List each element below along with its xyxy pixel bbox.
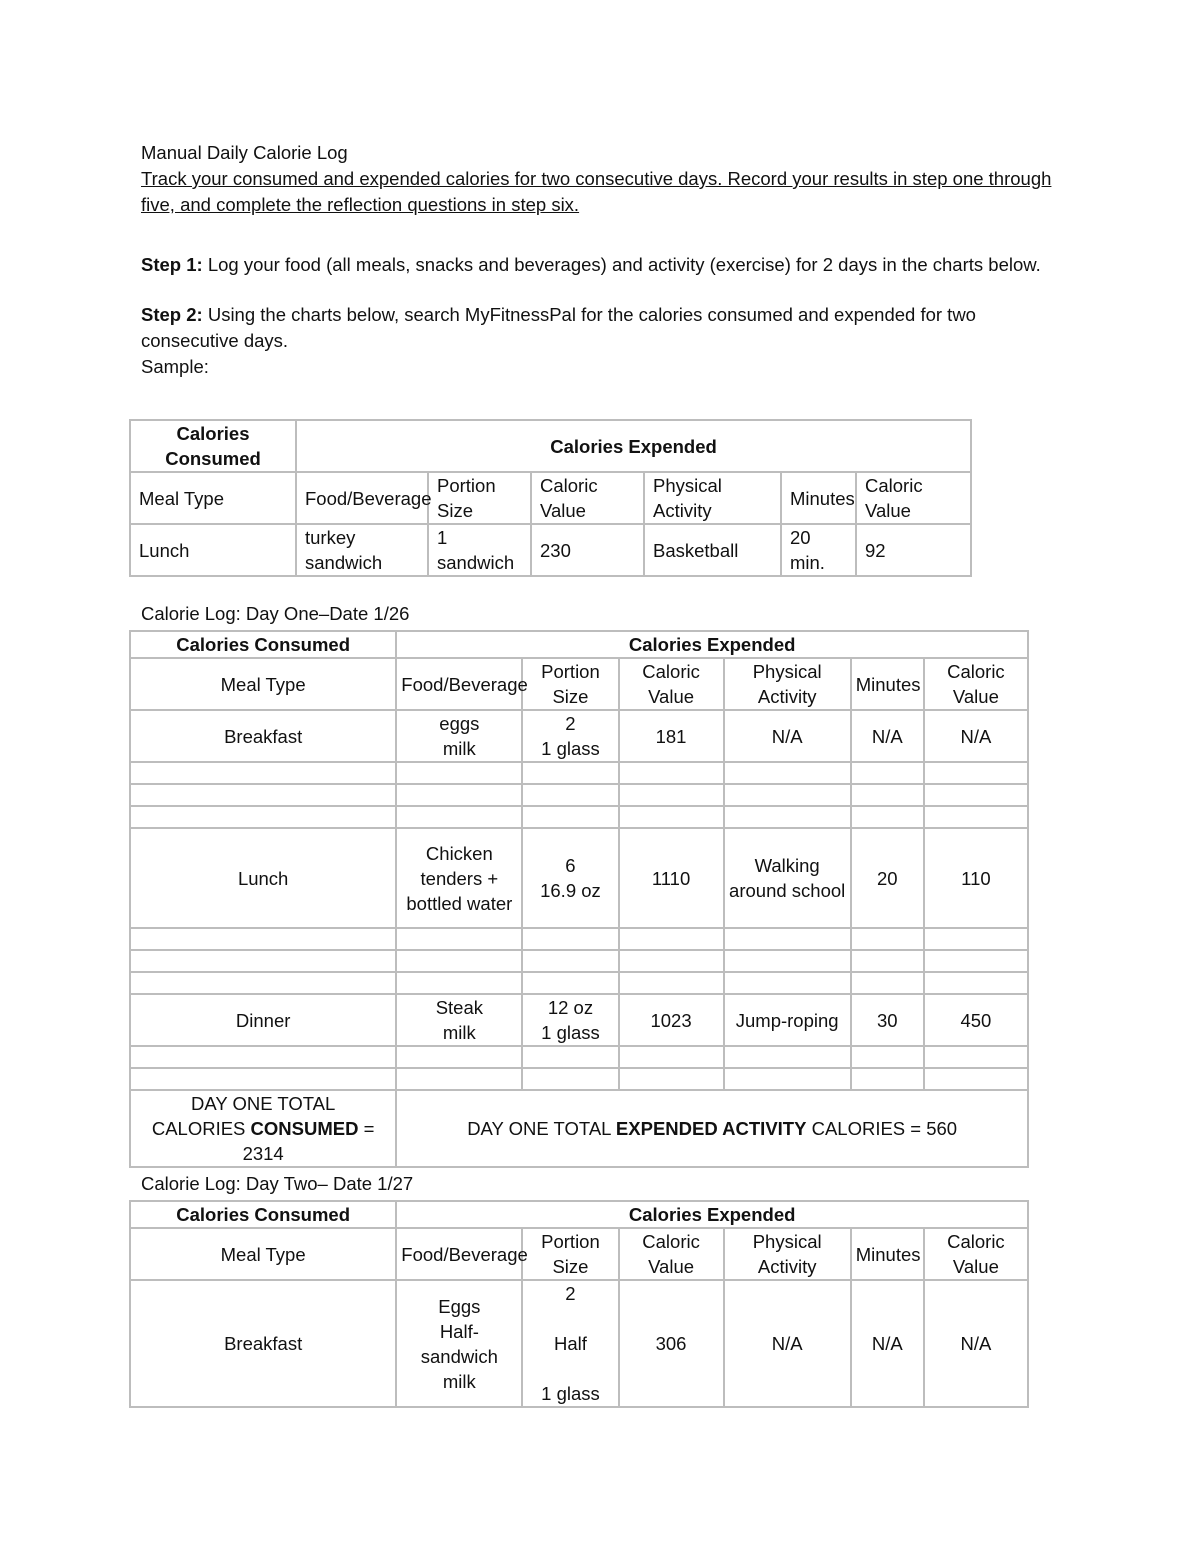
table-cell: 450 [924,994,1028,1046]
table-row [130,631,1028,658]
table-cell: Jump-roping [724,994,851,1046]
day-one-label: Calorie Log: Day One–Date 1/26 [141,603,410,624]
column-header: Food/Beverage [296,472,428,524]
sample-consumed-header: Calories Consumed [130,420,296,472]
table-row [130,1201,1028,1228]
table-row [130,828,1028,928]
table-row [130,1280,1028,1407]
day-one-total-consumed: DAY ONE TOTAL CALORIES CONSUMED = 2314 [130,1090,396,1167]
column-header: Meal Type [130,1228,396,1280]
table-cell: Lunch [130,524,296,576]
table-cell: N/A [851,1280,924,1407]
table-cell: eggs milk [396,710,522,762]
table-cell: Walking around school [724,828,851,928]
table-cell: 12 oz 1 glass [522,994,618,1046]
table-cell: turkey sandwich [296,524,428,576]
column-header: Caloric Value [856,472,971,524]
step-2-label: Step 2: [141,304,203,325]
consumed-header: Calories Consumed [130,631,396,658]
table-row [130,928,1028,950]
day-one-total-expended: DAY ONE TOTAL EXPENDED ACTIVITY CALORIES = 560 [396,1090,1028,1167]
table-row [130,806,1028,828]
table-cell: Breakfast [130,1280,396,1407]
day-one-table [129,630,1029,1168]
table-cell: Chicken tenders + bottled water [396,828,522,928]
column-header: Portion Size [522,1228,618,1280]
column-header: Caloric Value [924,1228,1028,1280]
table-cell: Eggs Half-sandwich milk [396,1280,522,1407]
table-row [130,1068,1028,1090]
day-two-table [129,1200,1029,1408]
table-row [130,784,1028,806]
column-header: Caloric Value [619,1228,724,1280]
column-header: Meal Type [130,472,296,524]
column-header: Meal Type [130,658,396,710]
table-cell: Dinner [130,994,396,1046]
table-cell: 1 sandwich [428,524,531,576]
table-row [130,472,971,524]
expended-header: Calories Expended [396,631,1028,658]
column-header: Physical Activity [724,658,851,710]
table-cell: 20 [851,828,924,928]
step-2-text: Using the charts below, search MyFitnessPal for the calories consumed and expended for two consecutive days. [141,304,976,351]
day-two-label: Calorie Log: Day Two– Date 1/27 [141,1173,414,1194]
table-cell: 1110 [619,828,724,928]
table-row [130,658,1028,710]
document-body [141,140,1071,380]
consumed-header: Calories Consumed [130,1201,396,1228]
instructions-subtitle: Track your consumed and expended calories for two consecutive days. Record your results in step one through five, and complete the reflection questions in step six. [141,168,1052,215]
table-row [130,1228,1028,1280]
column-header: Physical Activity [724,1228,851,1280]
sample-label: Sample: [141,356,209,377]
table-cell: 2 Half 1 glass [522,1280,618,1407]
table-cell: 230 [531,524,644,576]
table-cell: 110 [924,828,1028,928]
column-header: Caloric Value [531,472,644,524]
table-row [130,950,1028,972]
table-cell: N/A [924,1280,1028,1407]
column-header: Caloric Value [619,658,724,710]
sample-expended-header: Calories Expended [296,420,971,472]
step-2 [141,302,1071,354]
sample-table [129,419,972,577]
table-cell: 6 16.9 oz [522,828,618,928]
table-cell: 2 1 glass [522,710,618,762]
table-row [130,420,971,472]
table-cell: N/A [851,710,924,762]
table-cell: 306 [619,1280,724,1407]
table-row [130,994,1028,1046]
step-1 [141,252,1071,278]
column-header: Food/Beverage [396,1228,522,1280]
column-header: Caloric Value [924,658,1028,710]
table-cell: N/A [724,710,851,762]
column-header: Portion Size [522,658,618,710]
table-cell: 1023 [619,994,724,1046]
table-cell: 30 [851,994,924,1046]
table-row [130,1090,1028,1167]
table-row [130,524,971,576]
column-header: Minutes [781,472,856,524]
column-header: Physical Activity [644,472,781,524]
table-row [130,972,1028,994]
table-cell: Basketball [644,524,781,576]
step-1-text: Log your food (all meals, snacks and beverages) and activity (exercise) for 2 days in the charts below. [202,254,1041,275]
column-header: Minutes [851,1228,924,1280]
table-cell: Steak milk [396,994,522,1046]
table-cell: N/A [924,710,1028,762]
table-cell: 92 [856,524,971,576]
column-header: Minutes [851,658,924,710]
table-cell: 20 min. [781,524,856,576]
table-row [130,1046,1028,1068]
table-cell: Lunch [130,828,396,928]
column-header: Food/Beverage [396,658,522,710]
table-row [130,762,1028,784]
expended-header: Calories Expended [396,1201,1028,1228]
step-1-label: Step 1: [141,254,203,275]
column-header: Portion Size [428,472,531,524]
table-cell: 181 [619,710,724,762]
page-title: Manual Daily Calorie Log [141,142,348,163]
table-row [130,710,1028,762]
table-cell: N/A [724,1280,851,1407]
table-cell: Breakfast [130,710,396,762]
